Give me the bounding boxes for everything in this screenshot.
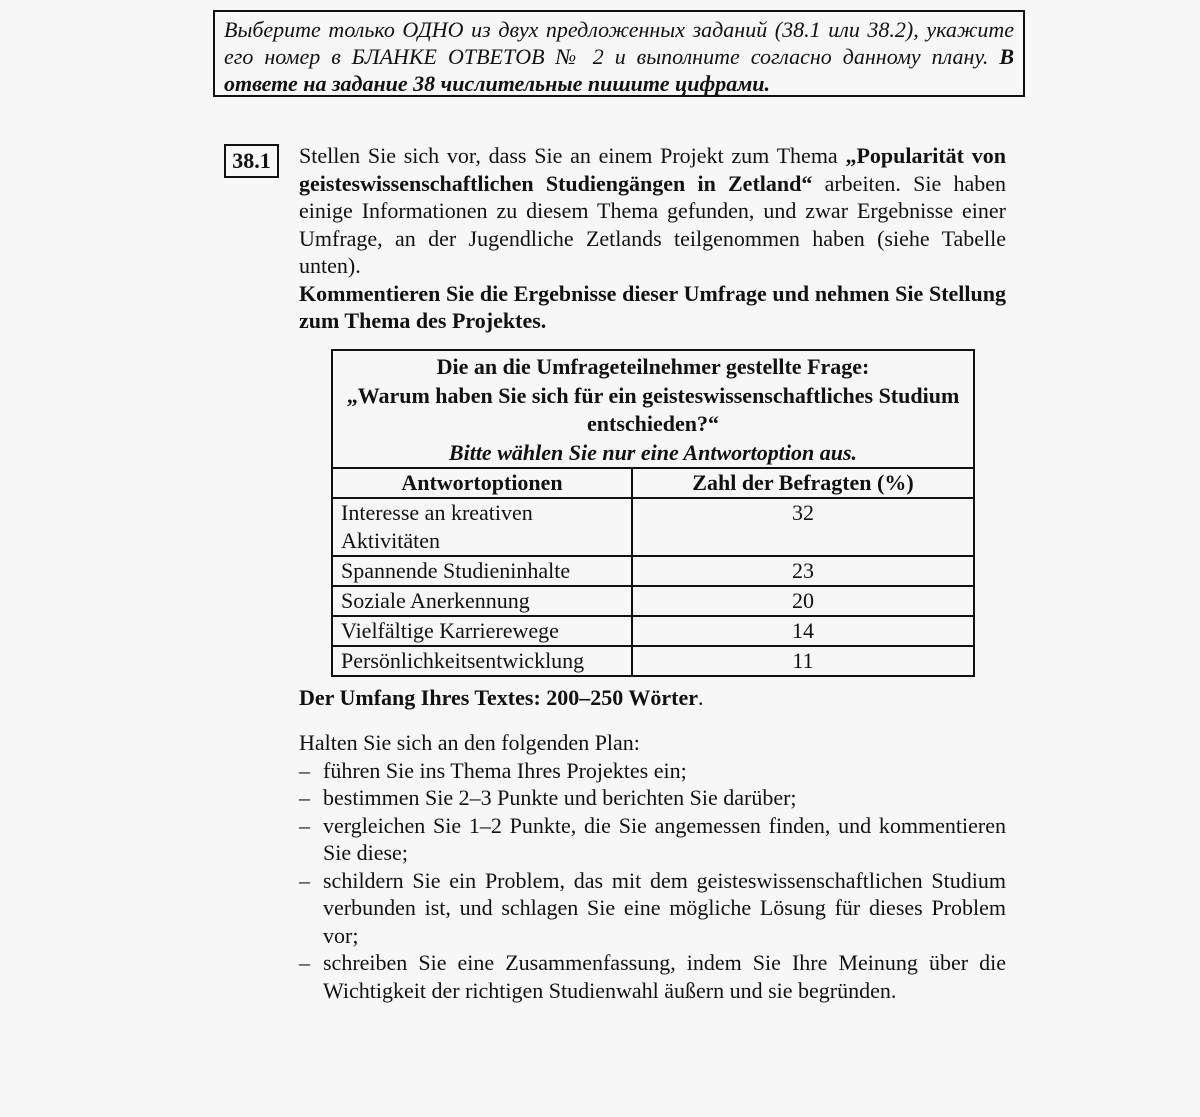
plan-list [299,757,1006,1005]
option-cell: Interesse an kreativen Aktivitäten [332,498,632,556]
text-length-label: Der Umfang Ihres Textes: 200–250 Wörter [299,685,699,710]
task-intro-paragraph [299,142,1006,280]
option-cell: Soziale Anerkennung [332,586,632,616]
task-instruction-text: Kommentieren Sie die Ergebnisse dieser Umfrage und nehmen Sie Stellung zum Thema des Projektes. [299,280,1006,333]
plan-item-text: bestimmen Sie 2–3 Punkte und berichten Sie darüber; [323,785,797,810]
option-cell: Spannende Studieninhalte [332,556,632,586]
value-cell: 20 [632,586,974,616]
text-length [299,684,704,712]
plan [299,729,1006,1004]
value-cell: 11 [632,646,974,676]
question-hint: Bitte wählen Sie nur eine Antwortoption aus. [448,439,858,465]
col1-header: Antwortoptionen [332,468,632,498]
table-row [332,556,974,586]
plan-intro: Halten Sie sich an den folgenden Plan: [299,730,640,755]
list-item [299,812,1006,867]
dash-marker: – [299,757,310,783]
value-cell: 32 [632,498,974,556]
instructions-box [213,10,1025,97]
intro-start: Stellen Sie sich vor, dass Sie an einem Projekt zum Thema [299,143,846,168]
dash-marker: – [299,950,310,975]
intro-topic: „Popularität von geisteswissenschaftlichen Studiengängen in Zetland“ [299,143,1006,196]
option-cell: Persönlichkeitsentwicklung [332,646,632,676]
list-item [299,784,1006,812]
intro-end: arbeiten. Sie haben einige Informationen zu diesem Thema gefunden, und zwar Ergebnisse einer Umfrage, an der Jugendliche Zetlands teilgenommen haben (siehe Tabelle unten). [299,170,1006,278]
dash-marker: – [299,785,310,810]
plan-item-text: schildern Sie ein Problem, das mit dem geisteswissenschaftlichen Studium verbunden ist, und schlagen Sie eine mögliche Lösung für dieses Problem vor; [323,867,1006,948]
survey-table [331,349,975,677]
dash-marker: – [299,867,310,893]
plan-item-text: schreiben Sie eine Zusammenfassung, indem Sie Ihre Meinung über die Wichtigkeit der richtigen Studienwahl äußern und sie begründen. [323,950,1006,1003]
option-cell: Vielfältige Karrierewege [332,616,632,646]
col2-header: Zahl der Befragten (%) [632,468,974,498]
instructions-bold-text: В ответе на задание 38 числительные пишите цифрами. [224,44,1014,96]
list-item [299,757,1006,785]
plan-item-text: vergleichen Sie 1–2 Punkte, die Sie angemessen finden, und kommentieren Sie diese; [323,812,1006,865]
header-row [332,468,974,498]
value-cell: 14 [632,616,974,646]
question-cell [332,350,974,468]
task-instruction [299,280,1006,335]
task-intro [299,142,1006,335]
list-item [299,867,1006,950]
table-row [332,498,974,556]
plan-item-text: führen Sie ins Thema Ihres Projektes ein; [323,757,687,783]
table-row [332,586,974,616]
list-item [299,949,1006,1004]
instructions-text: Выберите только ОДНО из двух предложенных заданий (38.1 или 38.2), укажите его номер в БЛАНКЕ ОТВЕТОВ № 2 и выполните согласно данному плану. [224,17,1014,69]
question-row [332,350,974,468]
question-line1: Die an die Umfrageteilnehmer gestellte Frage: [436,354,870,379]
text-length-period: . [698,685,704,710]
table-row [332,616,974,646]
value-cell: 23 [632,556,974,586]
task-number: 38.1 [224,144,279,178]
question-line2: „Warum haben Sie sich für ein geisteswissenschaftliches Studium entschieden?“ [346,382,960,436]
table-row [332,646,974,676]
dash-marker: – [299,812,310,838]
